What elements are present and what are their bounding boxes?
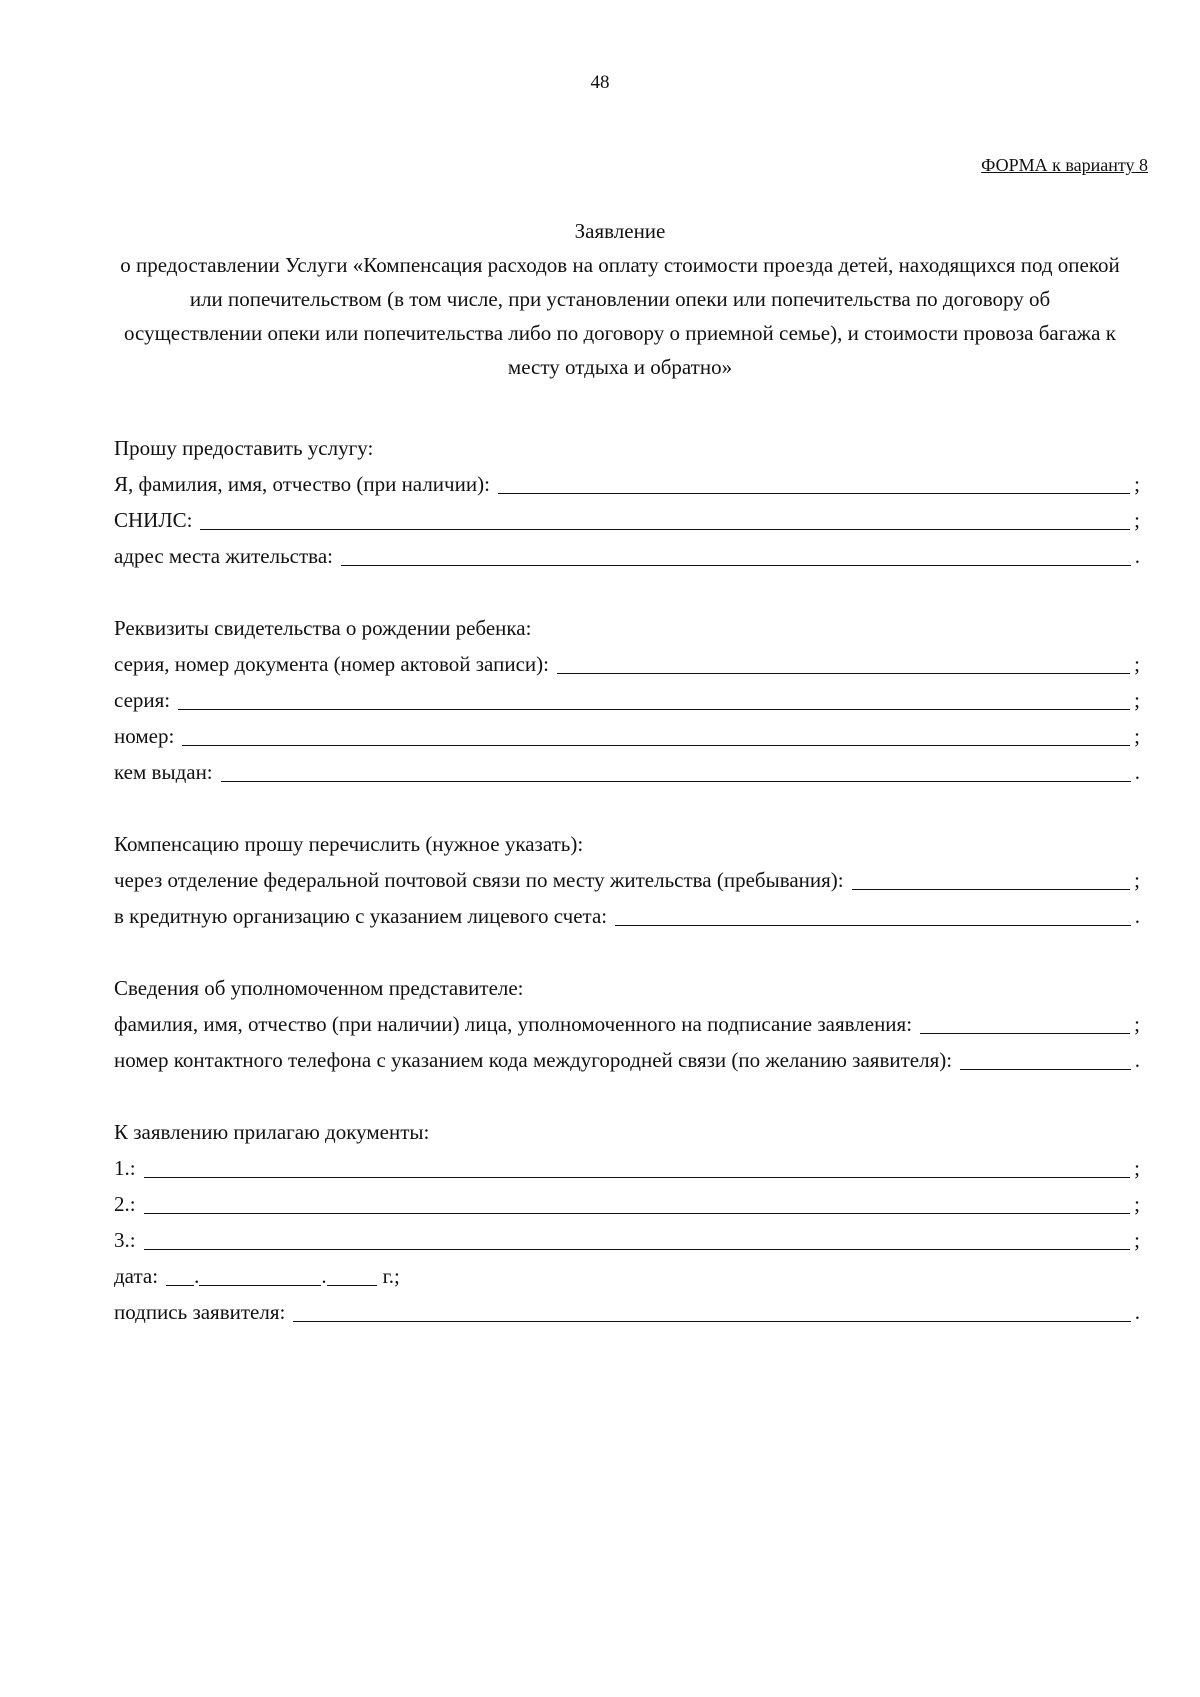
field-label: номер: [114,724,175,748]
section-title: Реквизиты свидетельства о рождении ребенка: [114,616,532,640]
field-end: ; [1134,652,1140,676]
field-row-attachment-3 [114,1222,1140,1258]
issued-by-input-line[interactable] [221,757,1131,782]
date-day-input-line[interactable] [166,1261,194,1286]
section-title: Сведения об уполномоченном представителе: [114,976,524,1000]
field-label: в кредитную организацию с указанием лицевого счета: [114,904,608,928]
field-end: ; [1134,688,1140,712]
field-row-doc-number [114,646,1140,682]
attachment-2-input-line[interactable] [144,1189,1131,1214]
field-row-signature [114,1294,1140,1330]
field-row-attachment-1 [114,1150,1140,1186]
field-label: серия, номер документа (номер актовой записи): [114,652,549,676]
date-year-input-line[interactable] [327,1261,377,1286]
number-input-line[interactable] [182,721,1130,746]
field-label: серия: [114,688,171,712]
section-compensation-method [114,826,1140,934]
date-month-input-line[interactable] [199,1261,321,1286]
section-title: К заявлению прилагаю документы: [114,1120,430,1144]
date-separator: . [194,1264,200,1288]
field-label: фамилия, имя, отчество (при наличии) лица, уполномоченного на подписание заявления: [114,1012,913,1036]
section-title: Компенсацию прошу перечислить (нужное указать): [114,832,584,856]
date-suffix: г.; [382,1264,400,1288]
phone-input-line[interactable] [960,1045,1131,1070]
field-row-series [114,682,1140,718]
bank-account-input-line[interactable] [615,901,1131,926]
date-label: дата: [114,1264,159,1288]
field-row-attachment-2 [114,1186,1140,1222]
field-label: через отделение федеральной почтовой связи по месту жительства (пребывания): [114,868,844,892]
date-separator: . [321,1264,327,1288]
field-row-issued-by [114,754,1140,790]
field-row-representative-fio [114,1006,1140,1042]
section-request [114,430,1140,574]
snils-input-line[interactable] [200,505,1130,530]
field-end: . [1134,904,1140,928]
section-title: Прошу предоставить услугу: [114,436,374,460]
title-subtitle: о предоставлении Услуги «Компенсация расходов на оплату стоимости проезда детей, находящихся под опекой или попечительством (в том числе, при установлении опеки или попечительства по договору об осуществлении опеки или попечительства либо по договору о приемной семье), и стоимости провоза багажа к месту отдыха и обратно» [120,253,1120,379]
field-end: ; [1134,724,1140,748]
title-heading: Заявление [574,219,666,243]
series-input-line[interactable] [178,685,1130,710]
section-representative [114,970,1140,1078]
form-reference: ФОРМА к варианту 8 [981,155,1148,175]
representative-fio-input-line[interactable] [920,1009,1130,1034]
doc-number-input-line[interactable] [557,649,1130,674]
field-row-address [114,538,1140,574]
field-label: 3.: [114,1228,136,1252]
attachment-3-input-line[interactable] [144,1225,1131,1250]
field-row-fio [114,466,1140,502]
field-label: 1.: [114,1156,136,1180]
page-number: 48 [590,72,610,93]
field-row-date [114,1258,1140,1294]
field-end: ; [1134,1192,1140,1216]
field-end: ; [1134,1156,1140,1180]
field-row-snils [114,502,1140,538]
field-label: Я, фамилия, имя, отчество (при наличии): [114,472,490,496]
post-office-input-line[interactable] [852,865,1131,890]
field-label: номер контактного телефона с указанием кода междугородней связи (по желанию заявителя): [114,1048,953,1072]
field-row-bank-account [114,898,1140,934]
address-input-line[interactable] [341,541,1131,566]
field-label: адрес места жительства: [114,544,333,568]
form-content [114,430,1140,1330]
field-end: . [1134,544,1140,568]
field-end: ; [1134,508,1140,532]
field-end: ; [1134,472,1140,496]
field-end: . [1134,760,1140,784]
fio-input-line[interactable] [498,469,1130,494]
field-end: ; [1134,868,1140,892]
field-row-post-office [114,862,1140,898]
field-end: . [1134,1048,1140,1072]
signature-input-line[interactable] [293,1297,1130,1322]
field-end: ; [1134,1228,1140,1252]
field-label: кем выдан: [114,760,213,784]
document-title [100,214,1140,384]
field-row-phone [114,1042,1140,1078]
field-row-number [114,718,1140,754]
field-end: ; [1134,1012,1140,1036]
attachment-1-input-line[interactable] [144,1153,1131,1178]
field-label: СНИЛС: [114,508,193,532]
field-label: 2.: [114,1192,136,1216]
field-end: . [1134,1300,1140,1324]
section-attachments [114,1114,1140,1330]
section-birth-certificate [114,610,1140,790]
field-label: подпись заявителя: [114,1300,286,1324]
